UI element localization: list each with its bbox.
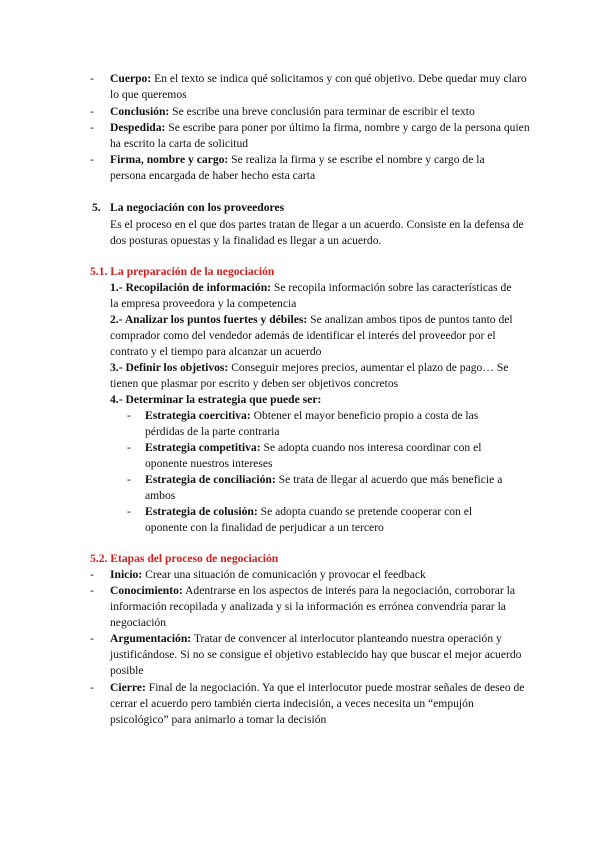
strategy-label: Estrategia coercitiva: <box>145 409 251 422</box>
list-dash: - <box>127 505 131 518</box>
list-item <box>90 631 530 680</box>
strategy-body: Se trata de llegar al acuerdo que más beneficie a ambos <box>145 473 503 503</box>
list-item <box>90 567 530 583</box>
list-item-label: Despedida: <box>110 121 166 134</box>
numbered-item-body: Conseguir mejores precios, aumentar el plazo de pago… Se tienen que plasmar por escrito y deben ser objetivos concretos <box>110 361 509 391</box>
numbered-item-body: Se analizan ambos tipos de puntos tanto del comprador como del vendedor además de identificar el interés del proveedor por el contrato y el tiempo para alcanzar un acuerdo <box>110 313 513 359</box>
strategy-text <box>145 472 512 504</box>
list-dash: - <box>90 568 94 581</box>
list-item <box>90 680 530 729</box>
list-item-text <box>110 104 530 120</box>
strategy-item <box>127 472 512 504</box>
list-item-text <box>110 583 530 632</box>
strategy-body: Se adopta cuando se pretende cooperar con el oponente con la finalidad de perjudicar a un tercero <box>145 505 473 535</box>
section-title: La negociación con los proveedores <box>110 201 285 214</box>
numbered-item <box>110 392 530 408</box>
list-item-label: Cuerpo: <box>110 72 152 85</box>
numbered-item <box>110 280 520 312</box>
list-item-label: Cierre: <box>110 681 146 694</box>
strategy-text <box>145 440 497 472</box>
numbered-item <box>110 312 530 361</box>
list-item-label: Conclusión: <box>110 105 170 118</box>
list-dash: - <box>90 72 94 85</box>
section-title: 5.2. Etapas del proceso de negociación <box>90 552 279 565</box>
list-item <box>90 120 530 152</box>
list-dash: - <box>127 409 131 422</box>
list-item-body: Se escribe para poner por último la firma, nombre y cargo de la persona quien ha escrito la carta de solicitud <box>110 121 530 151</box>
strategy-label: Estrategia de colusión: <box>145 505 258 518</box>
list-item-label: Inicio: <box>110 568 143 581</box>
strategy-text <box>145 408 497 440</box>
list-item-body: Crear una situación de comunicación y provocar el feedback <box>142 568 426 581</box>
strategy-item <box>127 408 497 440</box>
list-dash: - <box>127 473 131 486</box>
strategy-label: Estrategia de conciliación: <box>145 473 276 486</box>
list-item-body: Tratar de convencer al interlocutor planteando nuestra operación y justificándose. Si no se consigue el objetivo establecido hay que buscar el mejor acuerdo posible <box>110 632 522 678</box>
list-item <box>90 104 530 120</box>
list-item-body: Adentrarse en los aspectos de interés para la negociación, corroborar la información recopilada y analizada y si la información es errónea convendría parar la negociación <box>110 584 515 630</box>
list-item <box>90 71 530 103</box>
list-dash: - <box>90 105 94 118</box>
list-item-body: En el texto se indica qué solicitamos y con qué objetivo. Debe quedar muy claro lo que queremos <box>110 72 527 102</box>
list-dash: - <box>127 441 131 454</box>
numbered-item-label: 4.- Determinar la estrategia que puede ser: <box>110 393 322 406</box>
strategy-label: Estrategia competitiva: <box>145 441 261 454</box>
list-item <box>90 583 530 632</box>
list-item-text <box>110 567 530 583</box>
strategy-body: Se adopta cuando nos interesa coordinar con el oponente nuestros intereses <box>145 441 482 471</box>
list-item-body: Se escribe una breve conclusión para terminar de escribir el texto <box>169 105 475 118</box>
list-item-text <box>110 120 530 152</box>
list-item-body: Se realiza la firma y se escribe el nombre y cargo de la persona encargada de haber hecho esta carta <box>110 153 485 183</box>
list-dash: - <box>90 632 94 645</box>
list-item-text <box>110 152 510 184</box>
list-item-text <box>110 680 530 729</box>
list-item <box>90 152 510 184</box>
section-body: Es el proceso en el que dos partes tratan de llegar a un acuerdo. Consiste en la defensa de dos posturas opuestas y la finalidad es llegar a un acuerdo. <box>110 218 524 248</box>
numbered-item <box>110 360 530 392</box>
strategy-item <box>127 440 497 472</box>
list-item-label: Conocimiento: <box>110 584 183 597</box>
list-item-label: Firma, nombre y cargo: <box>110 153 229 166</box>
list-dash: - <box>90 121 94 134</box>
section-title: 5.1. La preparación de la negociación <box>90 265 275 278</box>
list-item-label: Argumentación: <box>110 632 192 645</box>
strategy-body: Obtener el mayor beneficio propio a costa de las pérdidas de la parte contraria <box>145 409 479 439</box>
list-item-text <box>110 71 530 103</box>
numbered-item-label: 3.- Definir los objetivos: <box>110 361 229 374</box>
strategy-item <box>127 504 512 536</box>
numbered-item-label: 1.- Recopilación de información: <box>110 281 272 294</box>
list-dash: - <box>90 584 94 597</box>
numbered-item-label: 2.- Analizar los puntos fuertes y débiles: <box>110 313 308 326</box>
numbered-item-body: Se recopila información sobre las características de la empresa proveedora y la competencia <box>110 281 512 311</box>
list-dash: - <box>90 153 94 166</box>
list-item-body: Final de la negociación. Ya que el interlocutor puede mostrar señales de deseo de cerrar el acuerdo pero también cierta indecisión, a veces necesita un “empujón psicológico” para animarlo a tomar la decisión <box>110 681 525 727</box>
section-number: 5. <box>92 201 101 214</box>
strategy-text <box>145 504 512 536</box>
list-item-text <box>110 631 530 680</box>
list-dash: - <box>90 681 94 694</box>
